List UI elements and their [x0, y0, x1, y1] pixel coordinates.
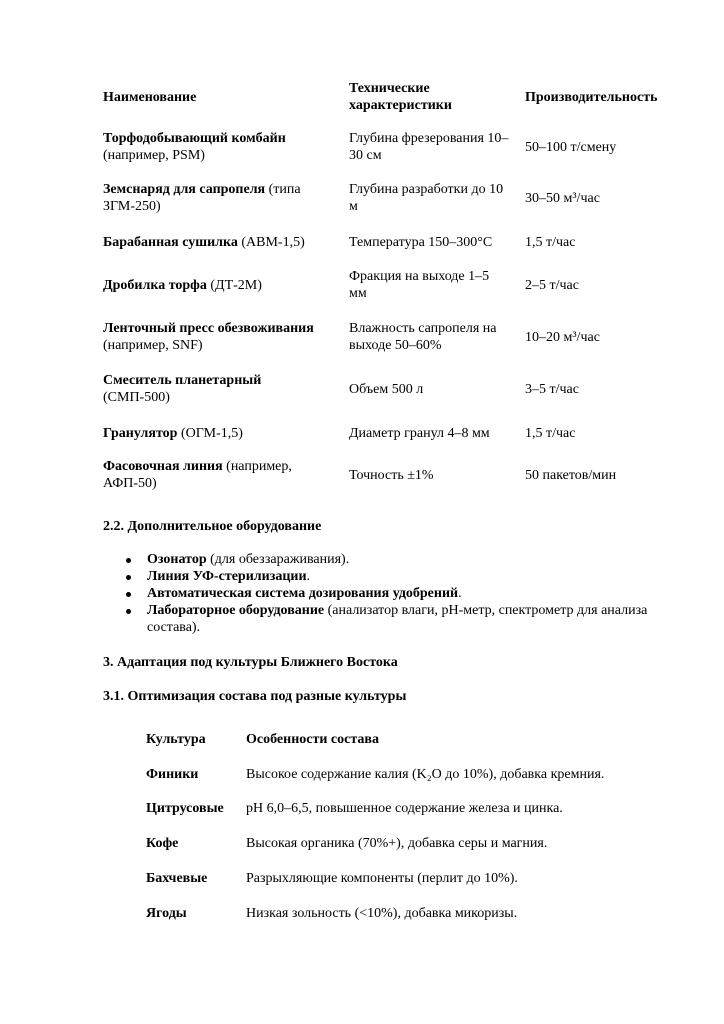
equipment-capacity: 2–5 т/час	[525, 277, 579, 293]
list-item: Озонатор (для обеззараживания).	[103, 551, 663, 568]
table-row	[146, 835, 666, 855]
equipment-spec: Объем 500 л	[349, 381, 424, 397]
table-row	[103, 268, 683, 302]
section-heading-3-1: 3.1. Оптимизация состава под разные культуры	[103, 689, 407, 704]
crop-features: Высокое содержание калия (K₂O до 10%), добавка кремния.	[246, 767, 605, 782]
equipment-capacity: 10–20 м³/час	[525, 329, 600, 345]
equipment-name: Фасовочная линия (например, АФП-50)	[103, 459, 292, 491]
equipment-name: Смеситель планетарный (СМП-500)	[103, 373, 262, 405]
table-row	[103, 130, 683, 164]
equipment-spec: Температура 150–300°C	[349, 234, 493, 250]
column-header-name: Наименование	[103, 89, 197, 105]
bullet-icon	[126, 609, 131, 614]
table-header-row	[103, 80, 683, 114]
crop-name: Ягоды	[146, 906, 187, 921]
equipment-capacity: 3–5 т/час	[525, 381, 579, 397]
section-heading-3: 3. Адаптация под культуры Ближнего Востока	[103, 655, 398, 670]
equipment-capacity: 30–50 м³/час	[525, 190, 600, 206]
table-row	[146, 800, 666, 820]
table-row	[146, 766, 666, 786]
table-row	[103, 320, 683, 354]
equipment-spec: Диаметр гранул 4–8 мм	[349, 425, 490, 441]
equipment-name: Барабанная сушилка (АВМ-1,5)	[103, 234, 305, 250]
bullet-icon	[126, 592, 131, 597]
equipment-name: Ленточный пресс обезвоживания (например, SNF)	[103, 321, 314, 353]
crop-name: Финики	[146, 767, 199, 782]
equipment-name: Торфодобывающий комбайн (например, PSM)	[103, 131, 286, 163]
bullet-icon	[126, 558, 131, 563]
equipment-capacity: 50 пакетов/мин	[525, 467, 617, 483]
table-header-row	[146, 731, 666, 751]
equipment-spec: Фракция на выходе 1–5 мм	[349, 269, 490, 301]
column-header-features: Особенности состава	[246, 732, 379, 747]
crop-name: Бахчевые	[146, 871, 208, 886]
bullet-icon	[126, 575, 131, 580]
crop-name: Цитрусовые	[146, 801, 224, 816]
equipment-spec: Глубина разработки до 10 м	[349, 182, 504, 214]
table-row	[146, 870, 666, 890]
column-header-capacity: Производительность	[525, 89, 658, 105]
list-item: Линия УФ-стерилизации.	[103, 568, 663, 585]
additional-equipment-list	[103, 551, 663, 636]
crop-features: Низкая зольность (<10%), добавка микоризы.	[246, 906, 518, 921]
equipment-name: Дробилка торфа (ДТ-2М)	[103, 277, 262, 293]
equipment-spec: Точность ±1%	[349, 467, 434, 483]
equipment-spec: Глубина фрезерования 10–30 см	[349, 131, 509, 163]
table-row	[103, 232, 683, 252]
table-row	[103, 372, 683, 406]
equipment-spec: Влажность сапропеля на выходе 50–60%	[349, 321, 497, 353]
equipment-name: Гранулятор (ОГМ-1,5)	[103, 425, 243, 441]
list-item: Автоматическая система дозирования удобрений.	[103, 585, 663, 602]
column-header-crop: Культура	[146, 732, 206, 747]
list-item: Лабораторное оборудование (анализатор влаги, pH-метр, спектрометр для анализа состава).	[103, 602, 663, 636]
table-row	[103, 181, 683, 215]
table-row	[103, 423, 683, 443]
crop-features: Разрыхляющие компоненты (перлит до 10%).	[246, 871, 518, 886]
equipment-capacity: 50–100 т/смену	[525, 139, 617, 155]
equipment-name: Земснаряд для сапропеля (типа ЗГМ-250)	[103, 182, 301, 214]
equipment-capacity: 1,5 т/час	[525, 425, 576, 441]
section-heading-2-2: 2.2. Дополнительное оборудование	[103, 519, 322, 534]
crop-features: pH 6,0–6,5, повышенное содержание железа и цинка.	[246, 801, 563, 816]
table-row	[146, 905, 666, 925]
equipment-capacity: 1,5 т/час	[525, 234, 576, 250]
crop-features: Высокая органика (70%+), добавка серы и магния.	[246, 836, 548, 851]
crop-name: Кофе	[146, 836, 179, 851]
table-row	[103, 458, 683, 492]
column-header-specs: Технические характеристики	[349, 81, 452, 113]
